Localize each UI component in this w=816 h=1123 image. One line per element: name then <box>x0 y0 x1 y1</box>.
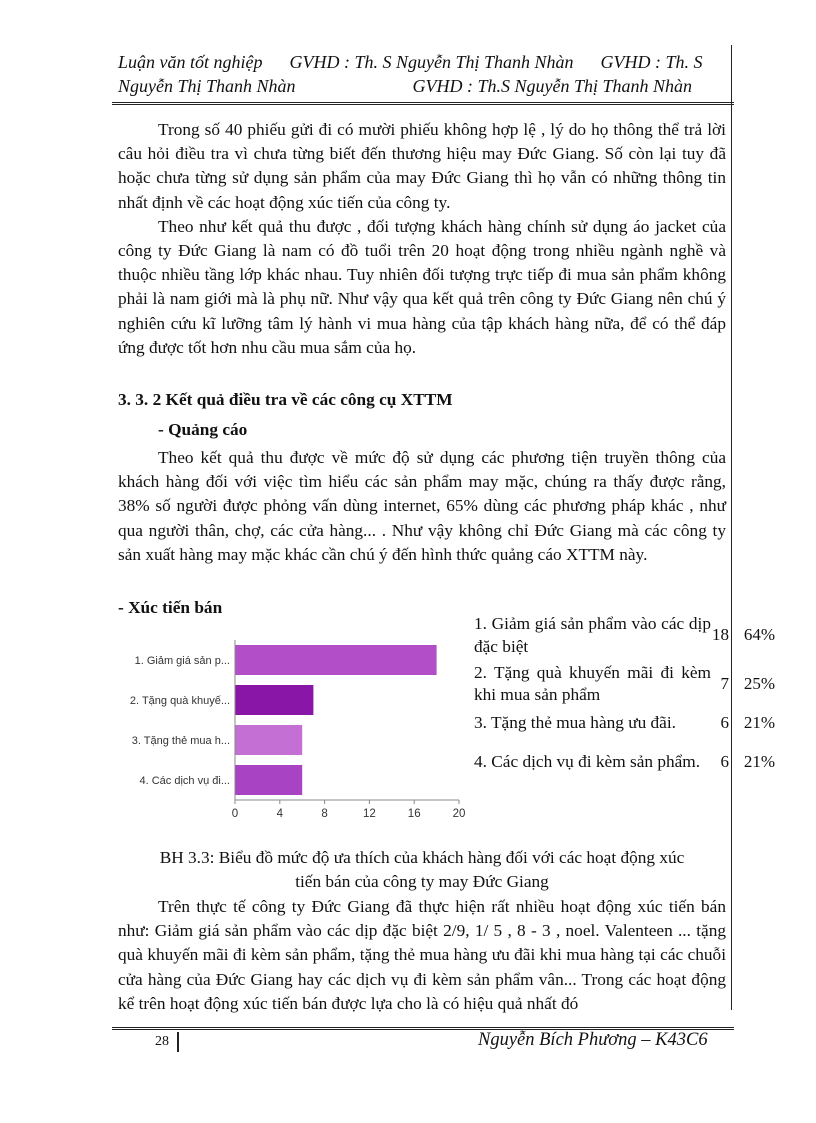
legend-pct-3: 21% <box>743 712 775 732</box>
legend-count-3: 6 <box>720 712 729 732</box>
running-header <box>118 50 730 98</box>
paragraph-4: Trên thực tế công ty Đức Giang đã thực hiện rất nhiều hoạt động xúc tiến bán như: Giảm giá sản phẩm vào các dịp đặc biệt 2/9, 1/ 5 , 8 - 3 , noel. Valenteen ... tặng quà khuyến mãi đi kèm sản phẩm, tặng thẻ mua hàng ưu đãi khi mua hàng tại các chuỗi cửa hàng của Đức Giang hay các dịch vụ đi kèm sản phẩm vân... Trong các hoạt động kể trên hoạt động xúc tiến bán được lựa cho là có hiệu quả nhất đó <box>118 897 726 1013</box>
legend-count-1: 18 <box>712 625 729 645</box>
x-tick-label-4: 4 <box>276 808 284 820</box>
body-block-2 <box>118 446 726 567</box>
legend-row-2 <box>474 659 784 709</box>
section-heading: 3. 3. 2 Kết quả điều tra về các công cụ XTTM <box>118 390 453 409</box>
paragraph-3: Theo kết quả thu được về mức độ sử dụng các phương tiện truyền thông của khách hàng đối với việc tìm hiểu các sản phẩm may mặc, chúng ra thấy được rằng, 38% số người được phỏng vấn dùng internet, 65% dùng các phương pháp khác , như qua người thân, chợ, các cửa hàng... . Như vậy không chỉ Đức Giang mà các công ty sản xuất hàng may mặc khác cần chú ý đến hình thức quảng cáo XTTM này. <box>118 448 726 564</box>
legend-pct-4: 21% <box>743 751 775 771</box>
bar-3 <box>235 725 302 755</box>
legend-count-4: 6 <box>720 751 729 771</box>
x-tick-label-0: 0 <box>231 808 239 820</box>
paragraph-1: Trong số 40 phiếu gửi đi có mười phiếu không hợp lệ , lý do họ thông thể trả lời câu hỏi điều tra vì chưa từng biết đến thương hiệu may Đức Giang. Số còn lại tuy đã hoặc chưa từng sử dụng sản phẩm của may Đức Giang thì họ vẫn có những thông tin nhất định về các hoạt động xúc tiến của công ty. <box>118 120 726 212</box>
footer-author: Nguyễn Bích Phương – K43C6 <box>478 1030 708 1050</box>
category-label-2: 2. Tặng quà khuyế... <box>129 695 230 707</box>
legend-row-4 <box>474 737 784 787</box>
page-number: 28 <box>155 1034 169 1049</box>
header-line-2: Nguyễn Thị Thanh Nhàn GVHD : Th.S Nguyễn Thị Thanh Nhàn <box>118 76 693 96</box>
page-border <box>731 45 732 1010</box>
legend-row-3 <box>474 709 784 737</box>
category-label-1: 1. Giảm giá sản p... <box>134 655 230 667</box>
legend-count-2: 7 <box>720 673 729 693</box>
subheading-quang-cao <box>158 420 247 440</box>
legend-pct-2: 25% <box>743 673 775 693</box>
category-label-4: 4. Các dịch vụ đi... <box>139 775 230 787</box>
category-label-3: 3. Tặng thẻ mua h... <box>131 735 230 747</box>
body-block-1 <box>118 118 726 360</box>
subheading-xuc-tien-ban <box>118 598 222 618</box>
legend-pct-1: 64% <box>743 625 775 645</box>
paragraph-2: Theo như kết quả thu được , đối tượng khách hàng chính sử dụng áo jacket của công ty Đức Giang là nam có đồ tuổi trên 20 hoạt động trong nhiều ngành nghề và thuộc nhiều tầng lớp khác nhau. Tuy nhiên đối tượng trực tiếp đi mua sản phẩm không phải là nam giới mà là phụ nữ. Như vậy qua kết quả trên công ty Đức Giang nên chú ý nghiên cứu kĩ lưỡng tâm lý hành vi mua hàng của tập khách hàng nữa, để có thể đáp ứng được tốt hơn nhu cầu mua sắm của họ. <box>118 216 726 357</box>
subheading-quang-cao-text: - Quảng cáo <box>158 420 248 439</box>
caption-line-2: tiến bán của công ty may Đức Giang <box>295 872 549 892</box>
bar-1 <box>235 645 437 675</box>
x-tick-label-8: 8 <box>321 808 328 820</box>
bar-chart <box>116 632 466 820</box>
bar-2 <box>235 685 313 715</box>
figure-caption <box>118 846 726 894</box>
legend-text-1: 1. Giảm giá sản phẩm vào các dịp đặc biệt <box>474 614 711 656</box>
subheading-xuc-tien-ban-text: - Xúc tiến bán <box>118 598 223 617</box>
bar-4 <box>235 765 302 795</box>
legend-row-1 <box>474 612 784 659</box>
x-tick-label-16: 16 <box>407 808 421 820</box>
legend-text-2: 2. Tặng quà khuyến mãi đi kèm khi mua sản phẩm <box>474 662 711 704</box>
legend-text-4: 4. Các dịch vụ đi kèm sản phẩm. <box>474 751 701 771</box>
page-number-divider <box>177 1032 179 1052</box>
body-block-3 <box>118 895 726 1016</box>
chart-legend <box>474 612 784 787</box>
header-rule <box>112 102 734 105</box>
legend-text-3: 3. Tặng thẻ mua hàng ưu đãi. <box>474 712 676 732</box>
header-line-1: Luận văn tốt nghiệp GVHD : Th. S Nguyễn Thị Thanh Nhàn GVHD : Th. S <box>118 52 703 72</box>
x-tick-label-12: 12 <box>363 808 376 820</box>
x-tick-label-20: 20 <box>452 808 466 820</box>
caption-line-1: BH 3.3: Biểu đồ mức độ ưa thích của khách hàng đối với các hoạt động xúc <box>159 848 685 867</box>
